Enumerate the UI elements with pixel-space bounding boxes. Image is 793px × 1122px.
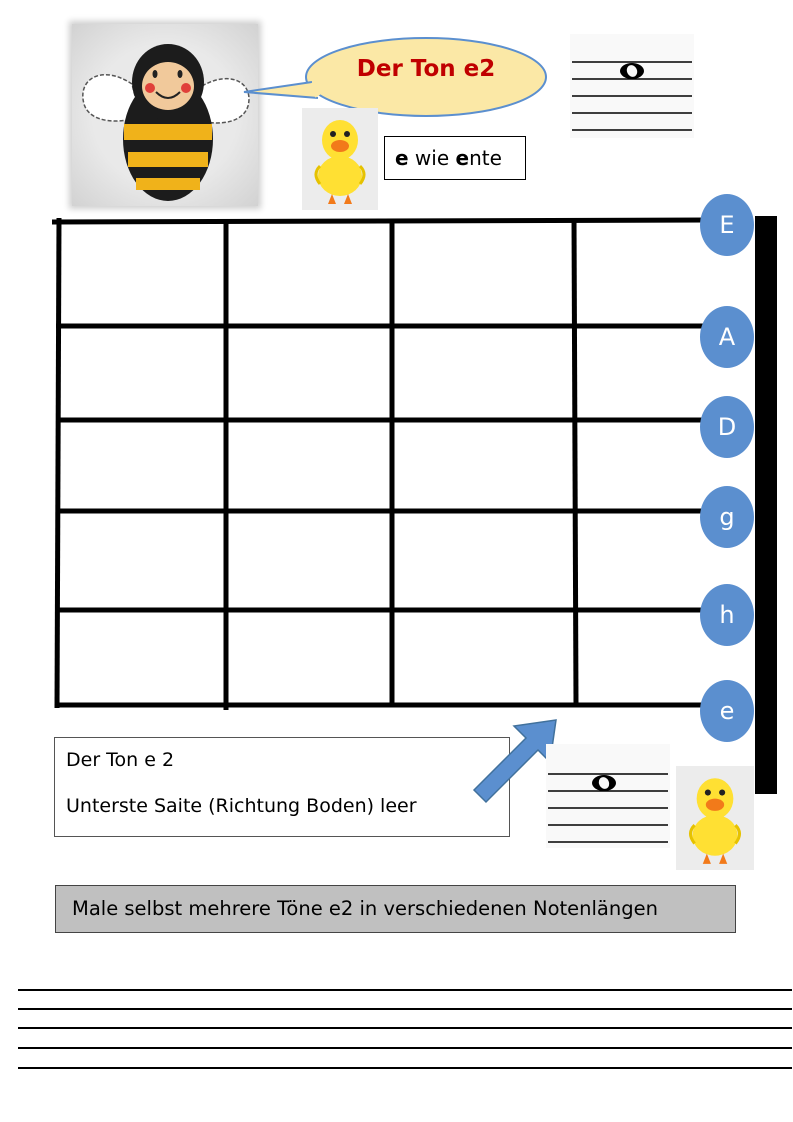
info-title: Der Ton e 2 — [66, 749, 175, 771]
bee-picture — [72, 24, 258, 206]
mnemonic-letter: e — [395, 146, 409, 170]
string-label-E: E — [700, 194, 754, 256]
bubble-title: Der Ton e2 — [356, 56, 496, 82]
duck-icon — [676, 766, 754, 870]
instruction-bar: Male selbst mehrere Töne e2 in verschiedenen Notenlängen — [55, 885, 736, 933]
staff-bottom — [546, 744, 670, 848]
duck-icon — [302, 108, 378, 210]
string-label-h: h — [700, 584, 754, 646]
mnemonic-word-initial: e — [455, 146, 470, 170]
mnemonic-connector: wie — [408, 146, 456, 170]
info-box — [54, 737, 510, 837]
fingerboard — [48, 208, 788, 808]
fingerboard-grid — [48, 208, 788, 808]
mnemonic-word-rest: nte — [469, 146, 502, 170]
empty-staff — [18, 984, 793, 1076]
string-label-e: e — [700, 680, 754, 742]
string-label-g: g — [700, 486, 754, 548]
mnemonic-box — [384, 136, 526, 180]
whole-note-icon — [620, 63, 644, 79]
string-label-A: A — [700, 306, 754, 368]
speech-bubble — [236, 34, 548, 120]
string-label-D: D — [700, 396, 754, 458]
whole-note-icon — [592, 775, 616, 791]
info-description: Unterste Saite (Richtung Boden) leer — [66, 795, 417, 817]
bee-character-icon — [72, 24, 258, 206]
staff-top-right — [570, 34, 694, 138]
